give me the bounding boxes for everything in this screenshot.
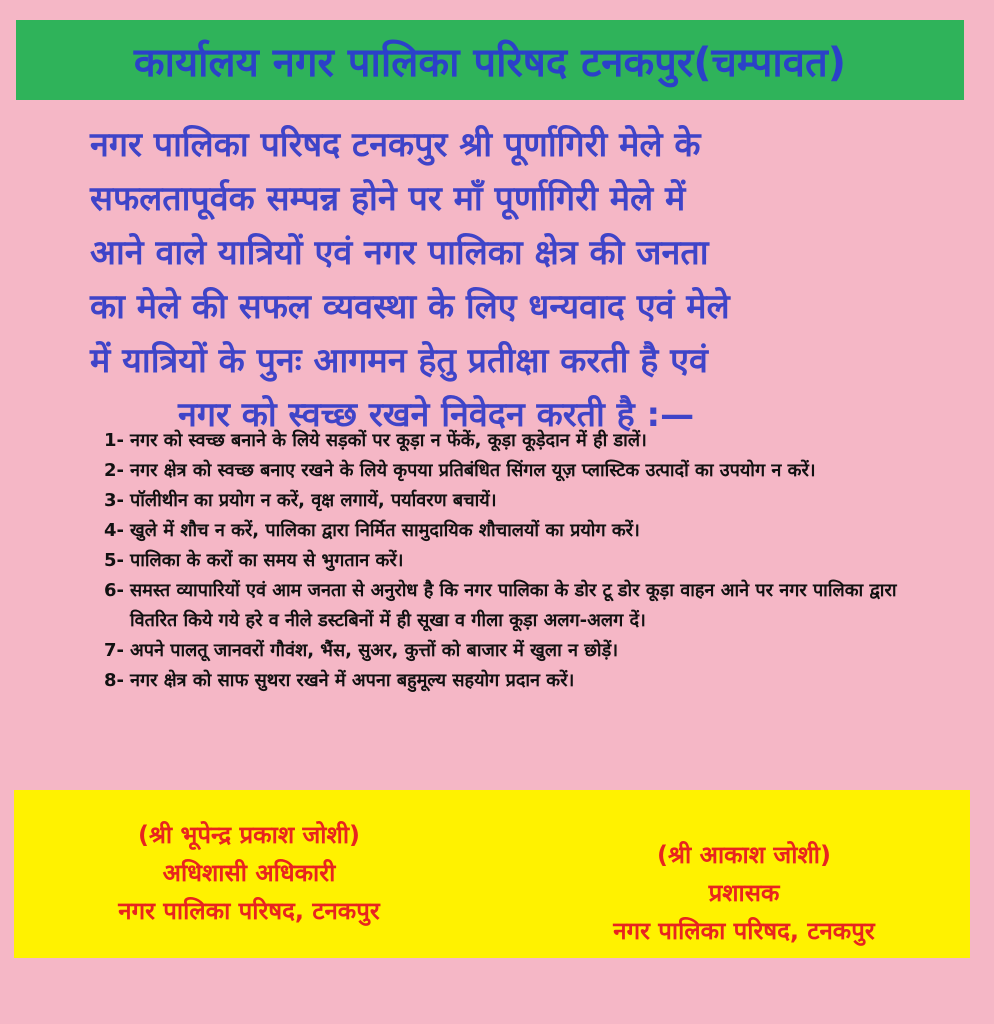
list-item xyxy=(104,636,924,666)
signature-panel xyxy=(14,790,970,958)
intro-message xyxy=(90,118,890,435)
item-text: नगर क्षेत्र को साफ सुथरा रखने में अपना बहुमूल्य सहयोग प्रदान करें। xyxy=(130,670,575,691)
intro-line: का मेले की सफल व्यवस्था के लिए धन्यवाद एवं मेले xyxy=(90,287,730,327)
item-text: नगर क्षेत्र को स्वच्छ बनाए रखने के लिये कृपया प्रतिबंधित सिंगल यूज़ प्लास्टिक उत्पादों का उपयोग न करें। xyxy=(130,460,816,481)
signatory-designation: प्रशासक xyxy=(708,879,780,907)
list-item xyxy=(104,666,924,696)
office-title: कार्यालय नगर पालिका परिषद टनकपुर(चम्पावत) xyxy=(133,39,847,86)
item-text: अपने पालतू जानवरों गौवंश, भैंस, सुअर, कुत्तों को बाजार में खुला न छोड़ें। xyxy=(130,640,619,661)
list-item xyxy=(104,516,924,546)
item-number: 3- xyxy=(104,490,124,511)
signatory-office: नगर पालिका परिषद, टनकपुर xyxy=(613,917,875,945)
item-number: 2- xyxy=(104,460,124,481)
intro-line: में यात्रियों के पुनः आगमन हेतु प्रतीक्षा करती है एवं xyxy=(90,341,708,381)
item-text: नगर को स्वच्छ बनाने के लिये सड़कों पर कूड़ा न फेंकें, कूड़ा कूड़ेदान में ही डालें। xyxy=(130,430,647,451)
list-item xyxy=(104,456,924,486)
header-banner xyxy=(16,20,964,100)
item-number: 5- xyxy=(104,550,124,571)
intro-line: सफलतापूर्वक सम्पन्न होने पर माँ पूर्णागिरी मेले में xyxy=(90,179,686,219)
item-text: पालिका के करों का समय से भुगतान करें। xyxy=(130,550,404,571)
list-item xyxy=(104,576,924,636)
intro-line: आने वाले यात्रियों एवं नगर पालिका क्षेत्र की जनता xyxy=(90,233,709,273)
signatory-name: (श्री आकाश जोशी) xyxy=(657,841,831,869)
list-item xyxy=(104,426,924,456)
appeal-list xyxy=(104,426,924,696)
intro-line: नगर को स्वच्छ रखने निवेदन करती है :— xyxy=(178,395,695,435)
item-number: 1- xyxy=(104,430,124,451)
item-number: 4- xyxy=(104,520,124,541)
item-number: 6- xyxy=(104,580,124,601)
signatory-office: नगर पालिका परिषद, टनकपुर xyxy=(118,897,380,925)
signatory-administrator xyxy=(534,836,954,950)
item-number: 7- xyxy=(104,640,124,661)
item-text: पॉलीथीन का प्रयोग न करें, वृक्ष लगायें, पर्यावरण बचायें। xyxy=(130,490,497,511)
intro-line: नगर पालिका परिषद टनकपुर श्री पूर्णागिरी मेले के xyxy=(90,125,701,165)
signatory-executive-officer xyxy=(34,816,464,930)
signatory-name: (श्री भूपेन्द्र प्रकाश जोशी) xyxy=(137,821,361,849)
list-item xyxy=(104,546,924,576)
item-number: 8- xyxy=(104,670,124,691)
item-text: खुले में शौच न करें, पालिका द्वारा निर्मित सामुदायिक शौचालयों का प्रयोग करें। xyxy=(130,520,640,541)
item-text: समस्त व्यापारियों एवं आम जनता से अनुरोध है कि नगर पालिका के डोर टू डोर कूड़ा वाहन आने पर नगर पालिका द्वारा वितरित किये गये हरे व नीले डस्टबिनों में ही सूखा व गीला कूड़ा अलग-अलग दें। xyxy=(130,580,897,631)
signatory-designation: अधिशासी अधिकारी xyxy=(162,859,336,887)
list-item xyxy=(104,486,924,516)
